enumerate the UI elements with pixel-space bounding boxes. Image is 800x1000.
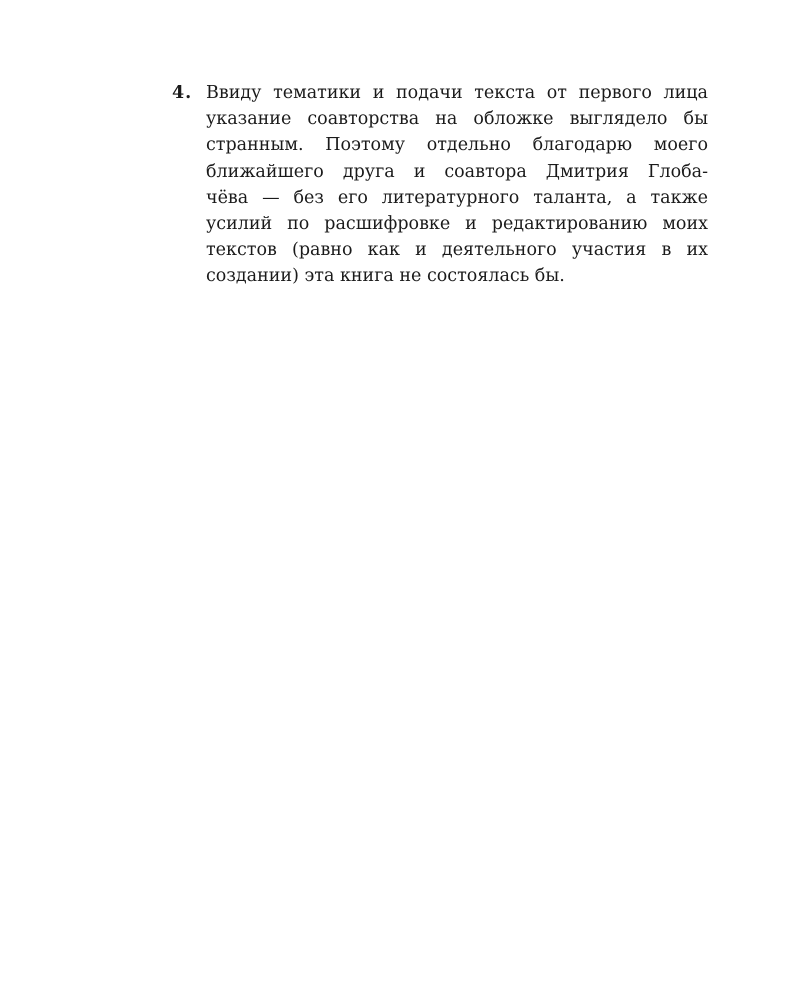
footnote (172, 80, 708, 290)
footnote-line: создании) эта книга не состоялась бы. (206, 266, 565, 287)
footnote-text (206, 80, 708, 290)
footnote-line: усилий по расшифровке и редактированию моих (206, 214, 708, 235)
footnote-line: ближайшего друга и соавтора Дмитрия Глоба- (206, 161, 708, 182)
footnote-line: текстов (равно как и деятельного участия в их (206, 240, 708, 261)
footnote-line: указание соавторства на обложке выглядело бы (206, 109, 708, 130)
footnote-line: странным. Поэтому отдельно благодарю моего (206, 135, 708, 156)
footnote-number: 4. (172, 83, 193, 103)
footnote-line: чёва — без его литературного таланта, а также (206, 187, 708, 208)
footnote-line: Ввиду тематики и подачи текста от первого лица (206, 83, 708, 103)
